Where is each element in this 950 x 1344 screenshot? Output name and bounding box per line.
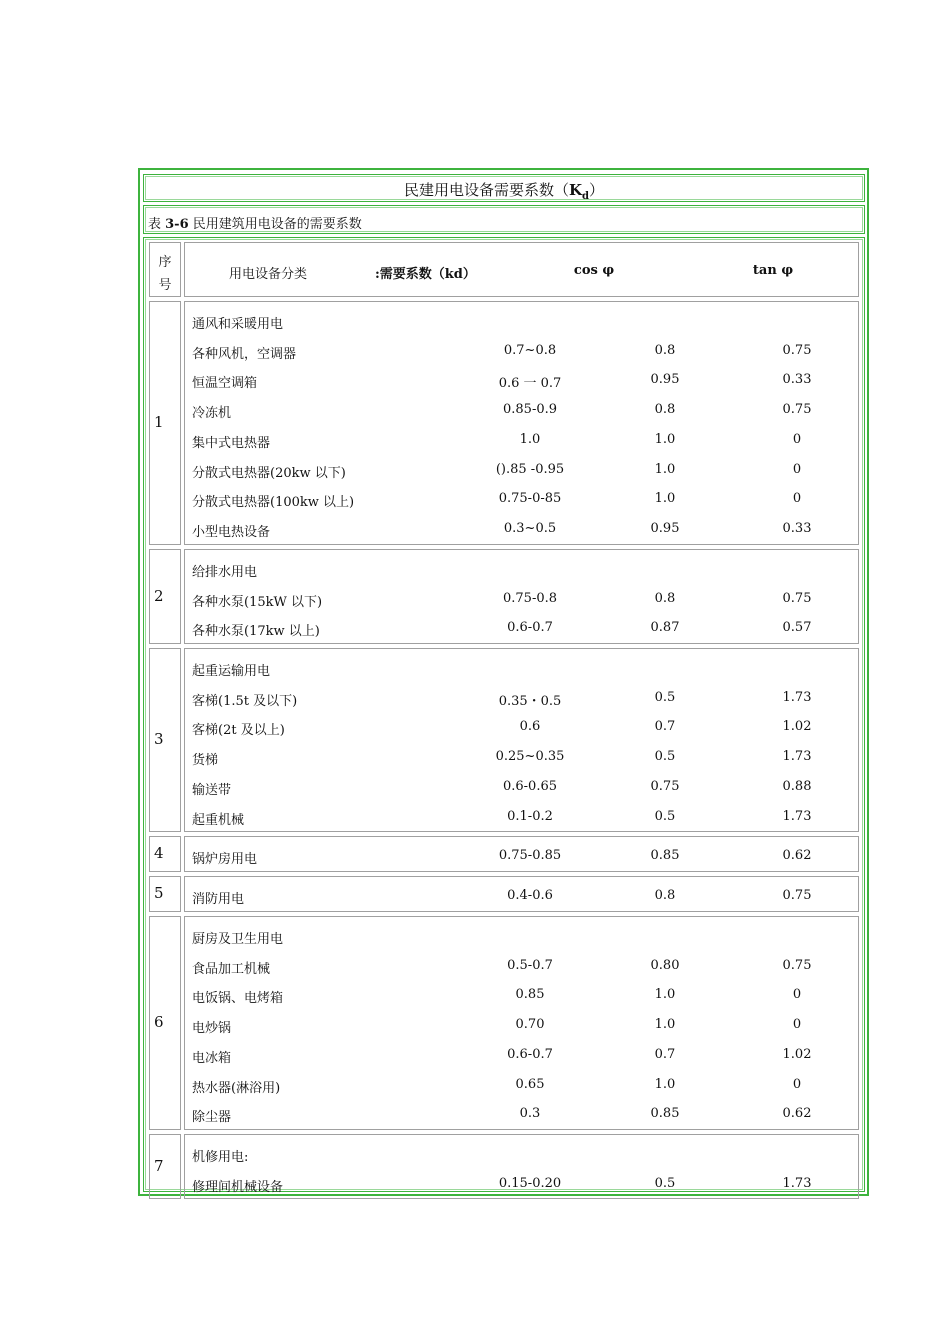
kd-value: 0.6 一 0.7 [498,376,562,392]
header-cos: cos φ [573,263,615,278]
group-title: 起重运输用电 [192,664,271,679]
equipment-name: 电饭锅、电烤箱 [192,991,284,1007]
cos-value: 0.7 [654,1046,676,1062]
header-kd: :需要系数（kd） [375,267,476,282]
table-subtitle-row [143,205,865,234]
document-frame [138,168,869,1196]
equipment-name: 小型电热设备 [192,524,271,540]
group-body [184,1134,859,1199]
kd-value: 0.35・0.5 [498,693,562,709]
header-seq-label: 号 [158,278,172,293]
equipment-name: 各种水泵(15kW 以下) [192,594,323,610]
tan-value: 0.75 [782,888,812,903]
group-number-cell [149,876,181,912]
kd-value: 0.75-0.85 [498,848,562,863]
equipment-name: 电炒锅 [192,1021,232,1037]
group-body [184,648,859,832]
equipment-name: 修理间机械设备 [192,1179,284,1195]
cos-value: 1.0 [654,431,676,447]
tan-value: 0 [792,491,802,507]
equipment-name: 冷冻机 [192,406,232,422]
tan-value: 0 [792,461,802,477]
tan-value: 0.33 [782,372,812,388]
tan-value: 0.75 [782,590,812,606]
cos-value: 0.95 [650,372,680,388]
kd-value: 0.85 [515,987,545,1003]
tan-value: 1.73 [782,1175,812,1191]
equipment-name: 集中式电热器 [192,435,271,451]
kd-value: 0.65 [515,1076,545,1092]
equipment-name: 消防用电 [192,892,245,907]
header-tan: tan φ [752,263,794,278]
cos-value: 0.75 [650,778,680,794]
kd-value: 0.15-0.20 [498,1175,562,1191]
kd-value: 0.75-0.8 [502,590,558,606]
cos-value: 0.95 [650,520,680,536]
tan-value: 0.88 [782,778,812,794]
group-number-cell [149,648,181,832]
group-number-cell [149,301,181,545]
group-number: 5 [154,884,164,902]
cos-value: 0.85 [650,1106,680,1122]
cos-value: 1.0 [654,491,676,507]
equipment-name: 客梯(2t 及以上) [192,723,285,739]
tan-value: 0.75 [782,342,812,358]
tan-value: 0 [792,987,802,1003]
cos-value: 0.5 [654,689,676,705]
group-number-cell [149,549,181,644]
kd-value: 0.6-0.7 [507,620,553,636]
kd-value: 1.0 [519,431,541,447]
header-seq-label: 序 [158,255,172,270]
equipment-name: 各种水泵(17kw 以上) [192,624,320,640]
kd-value: 0.75-0-85 [498,491,562,507]
cos-value: 0.8 [654,402,676,418]
equipment-name: 锅炉房用电 [192,852,258,867]
kd-value: 0.6-0.65 [502,778,558,794]
kd-value: 0.1-0.2 [507,808,553,824]
group-body [184,301,859,545]
equipment-name: 除尘器 [192,1110,232,1126]
group-number-cell [149,916,181,1130]
kd-value: 0.70 [515,1017,545,1033]
tan-value: 1.73 [782,749,812,765]
kd-value: 0.5-0.7 [507,957,553,973]
header-seq-cell [149,242,181,297]
group-number: 4 [154,844,164,862]
group-number-cell [149,1134,181,1199]
tan-value: 1.73 [782,808,812,824]
equipment-name: 恒温空调箱 [192,376,258,392]
group-number: 1 [154,413,164,431]
group-body [184,876,859,912]
group-title: 通风和采暖用电 [192,317,284,332]
group-title: 机修用电: [192,1150,249,1165]
equipment-name: 食品加工机械 [192,961,271,977]
group-number: 2 [154,586,164,605]
tan-value: 1.02 [782,1046,812,1062]
group-number: 3 [154,730,164,748]
table-title: 民建用电设备需要系数$(K_d)$ [403,181,605,202]
tan-value: 0.62 [782,1106,812,1122]
cos-value: 0.5 [654,1175,676,1191]
kd-value: 0.25~0.35 [495,749,565,765]
equipment-name: 货梯 [192,753,219,769]
equipment-name: 分散式电热器(100kw 以上) [192,495,355,511]
tan-value: 0.62 [782,848,812,863]
kd-value: 0.85-0.9 [502,402,558,418]
equipment-name: 输送带 [192,782,232,798]
tan-value: 0.75 [782,402,812,418]
group-number: 6 [154,1013,164,1031]
cos-value: 0.80 [650,957,680,973]
cos-value: 1.0 [654,1017,676,1033]
table-title-row [143,174,865,202]
cos-value: 0.8 [654,590,676,606]
tan-value: 0.33 [782,520,812,536]
equipment-name: 起重机械 [192,812,245,828]
kd-value: 0.3~0.5 [503,520,557,536]
equipment-name: 各种风机，空调器 [192,346,297,362]
kd-value: ().85 -0.95 [495,461,565,477]
kd-value: 0.3 [519,1106,541,1122]
kd-value: 0.4-0.6 [507,888,553,903]
coefficient-table [143,237,865,1195]
group-number: 7 [154,1156,164,1175]
kd-value: 0.6-0.7 [507,1046,553,1062]
group-title: 厨房及卫生用电 [192,932,284,947]
tan-value: 0 [792,1017,802,1033]
cos-value: 0.5 [654,808,676,824]
group-body [184,836,859,872]
header-row [184,242,859,297]
tan-value: 0 [792,431,802,447]
header-category: 用电设备分类 [229,267,308,282]
table-caption: 表 3-6 民用建筑用电设备的需要系数 [148,217,362,232]
kd-value: 0.6 [519,719,541,735]
tan-value: 0.75 [782,957,812,973]
equipment-name: 热水器(淋浴用) [192,1080,281,1096]
tan-value: 1.02 [782,719,812,735]
group-title: 给排水用电 [192,565,258,580]
equipment-name: 电冰箱 [192,1050,232,1066]
cos-value: 0.5 [654,749,676,765]
tan-value: 0 [792,1076,802,1092]
equipment-name: 分散式电热器(20kw 以下) [192,465,346,481]
kd-value: 0.7~0.8 [503,342,557,358]
group-body [184,916,859,1130]
cos-value: 1.0 [654,987,676,1003]
cos-value: 0.87 [650,620,680,636]
cos-value: 1.0 [654,1076,676,1092]
cos-value: 0.8 [654,342,676,358]
group-body [184,549,859,644]
cos-value: 1.0 [654,461,676,477]
tan-value: 0.57 [782,620,812,636]
cos-value: 0.85 [650,848,680,863]
group-number-cell [149,836,181,872]
equipment-name: 客梯(1.5t 及以下) [192,693,298,709]
cos-value: 0.8 [654,888,676,903]
tan-value: 1.73 [782,689,812,705]
cos-value: 0.7 [654,719,676,735]
